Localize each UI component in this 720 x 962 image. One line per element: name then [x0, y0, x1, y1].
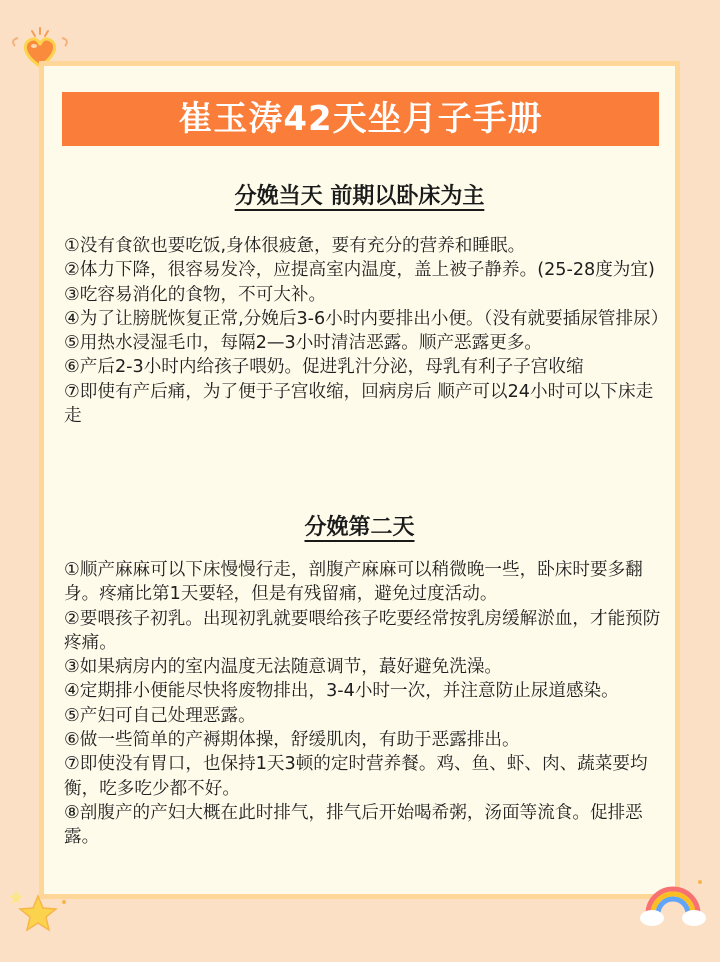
section-heading-day1: 分娩当天 前期以卧床为主 [234, 184, 485, 209]
list-item: ⑦即使没有胃口，也保持1天3顿的定时营养餐。鸡、鱼、虾、肉、蔬菜要均衡，吃多吃少都不好。 [64, 754, 648, 799]
list-item: ③如果病房内的室内温度无法随意调节，蕞好避免洗澡。 [64, 657, 503, 678]
rainbow-icon [638, 872, 708, 932]
list-item: ⑦即使有产后痛，为了便于子宫收缩，回病房后 顺产可以24小时可以下床走走 [64, 381, 654, 427]
list-item: ②要喂孩子初乳。出现初乳就要喂给孩子吃要经常按乳房缓解淤血，才能预防疼痛。 [64, 608, 661, 653]
list-item: ⑥做一些简单的产褥期体操，舒缓肌肉，有助于恶露排出。 [64, 730, 520, 751]
section-list-day2 [64, 558, 664, 850]
list-item: ①没有食欲也要吃饭,身体很疲惫，要有充分的营养和睡眠。 [64, 236, 526, 256]
list-item: ⑧剖腹产的产妇大概在此时排气，排气后开始喝希粥，汤面等流食。促排恶露。 [64, 802, 643, 848]
star-icon [8, 888, 78, 938]
page-title: 崔玉涛42天坐月子手册 [62, 92, 659, 146]
list-item: ③吃容易消化的食物，不可大补。 [64, 284, 327, 305]
content-card [39, 61, 680, 899]
section-list-day1 [64, 234, 669, 428]
list-item: ⑤产妇可自己处理恶露。 [64, 705, 256, 726]
list-item: ⑥产后2-3小时内给孩子喂奶。促进乳汁分泌，母乳有利子子宫收缩 [64, 357, 584, 378]
list-item: ②体力下降，很容易发冷，应提高室内温度，盖上被子静养。(25-28度为宜) [64, 260, 655, 281]
section-heading-day2: 分娩第二天 [304, 515, 415, 540]
list-item: ④为了让膀胱恢复正常,分娩后3-6小时内要排出小便。（没有就要插尿管排尿） [64, 308, 669, 329]
list-item: ①顺产麻麻可以下床慢慢行走，剖腹产麻麻可以稍微晚一些，卧床时要多翻身。疼痛比第1天要轻，但是有残留痛，避免过度活动。 [64, 560, 643, 605]
list-item: ④定期排小便能尽快将废物排出，3-4小时一次，并注意防止尿道感染。 [64, 681, 619, 702]
list-item: ⑤用热水浸湿毛巾，每隔2—3小时清洁恶露。顺产恶露更多。 [64, 333, 543, 354]
